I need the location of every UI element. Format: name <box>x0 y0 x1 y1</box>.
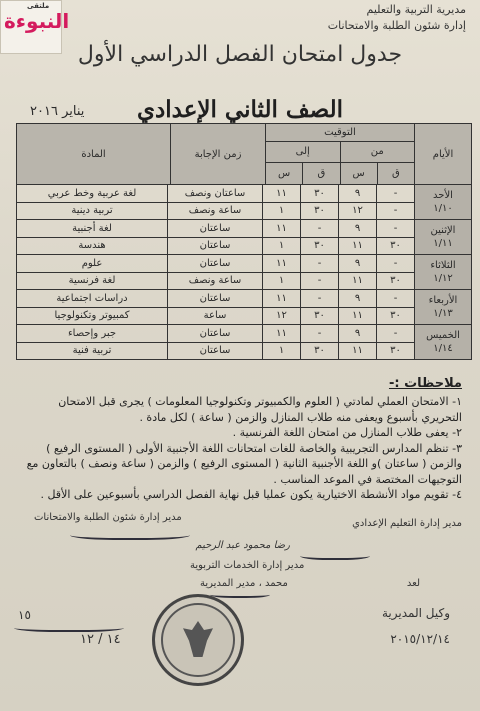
header-from: من <box>340 142 415 162</box>
signature-scribble <box>70 528 190 540</box>
sig-deputy-title: وكيل المديرية <box>382 606 450 620</box>
day-date: ١/١٣ <box>433 308 453 319</box>
day-cell <box>414 185 471 219</box>
header-duration: زمن الإجابة <box>170 124 265 184</box>
cell-subject: لغة فرنسية <box>68 275 116 287</box>
day-rows <box>17 255 414 289</box>
day-block <box>16 255 472 290</box>
cell-subject: كمبيوتر وتكنولوجيا <box>54 310 130 322</box>
table-row <box>17 237 414 255</box>
cell-from-s: ٩ <box>338 255 376 272</box>
cell-to-s: ١ <box>262 273 300 290</box>
cell-from-s: ٩ <box>338 220 376 237</box>
grade-subtitle: الصف الثاني الإعدادي <box>136 96 344 123</box>
header-to-q: ق <box>302 163 339 185</box>
cell-to-q: ٣٠ <box>300 308 338 325</box>
cell-duration: ساعتان ونصف <box>167 185 262 202</box>
table-row <box>17 185 414 202</box>
table-row <box>17 290 414 307</box>
issuer-line-2: إدارة شئون الطلبة والامتحانات <box>327 19 466 32</box>
header-from-s: س <box>340 163 377 185</box>
cell-to-s: ١ <box>262 343 300 360</box>
table-row <box>17 272 414 290</box>
sig-prep-name: رضا محمود عبد الرحيم <box>195 540 290 551</box>
sig-director: محمد ، مدير المديرية <box>200 578 288 589</box>
cell-duration: ساعتان <box>167 343 262 360</box>
cell-subject: لغة عربية وخط عربي <box>47 187 137 199</box>
cell-to-q: ٣٠ <box>300 185 338 202</box>
signatures-area <box>0 510 480 711</box>
note-item: ٢- يعفى طلاب المنازل من امتحان اللغة الفرنسية . <box>232 426 462 439</box>
issuer-line-1: مديرية التربية والتعليم <box>366 3 466 16</box>
cell-from-s: ٩ <box>338 290 376 307</box>
cell-from-s: ٩ <box>338 325 376 342</box>
sig-left-num: ١٥ <box>18 608 31 622</box>
day-cell <box>414 255 471 289</box>
logo-tag: ملتقى <box>27 2 50 10</box>
signature-scribble <box>300 550 370 560</box>
day-date: ١/١٢ <box>433 273 453 284</box>
cell-to-q: - <box>300 255 338 272</box>
day-rows <box>17 220 414 254</box>
cell-from-s: ١١ <box>338 343 376 360</box>
header-timing-label: التوقيت <box>266 124 414 142</box>
cell-to-s: ١١ <box>262 220 300 237</box>
sig-deputy-prefix: لعد <box>406 578 420 589</box>
issuer-header <box>328 2 466 34</box>
cell-duration: ساعة ونصف <box>167 203 262 220</box>
day-name: الأربعاء <box>428 295 458 306</box>
cell-subject: تربية فنية <box>72 345 112 357</box>
cell-from-q: - <box>376 290 414 307</box>
table-row <box>17 307 414 325</box>
header-to: إلى <box>295 146 310 157</box>
cell-duration: ساعتان <box>167 290 262 307</box>
table-row <box>17 342 414 360</box>
page-title: جدول امتحان الفصل الدراسي الأول <box>77 42 403 67</box>
table-row <box>17 325 414 342</box>
day-name: الإثنين <box>430 225 456 236</box>
header-days: الأيام <box>414 124 471 184</box>
logo-brand: النبوءة <box>4 9 70 33</box>
cell-from-q: ٣٠ <box>376 238 414 255</box>
cell-to-s: ١ <box>262 203 300 220</box>
cell-to-q: ٣٠ <box>300 203 338 220</box>
table-body <box>16 185 472 360</box>
signature-scribble <box>210 590 270 598</box>
table-row <box>17 220 414 237</box>
cell-to-q: ٣٠ <box>300 343 338 360</box>
cell-subject: علوم <box>81 257 103 269</box>
cell-from-s: ١١ <box>338 308 376 325</box>
cell-from-q: - <box>376 185 414 202</box>
cell-from-q: - <box>376 203 414 220</box>
cell-to-s: ١٢ <box>262 308 300 325</box>
cell-subject: جبر وإحصاء <box>67 327 117 339</box>
day-block <box>16 325 472 360</box>
cell-from-q: - <box>376 255 414 272</box>
cell-to-s: ١١ <box>262 255 300 272</box>
day-name: الثلاثاء <box>430 260 456 271</box>
cell-to-s: ١ <box>262 238 300 255</box>
exam-schedule-table <box>16 123 472 360</box>
header-units <box>266 163 414 185</box>
cell-to-s: ١١ <box>262 290 300 307</box>
cell-subject: لغة أجنبية <box>72 222 112 234</box>
header-from-q: ق <box>377 163 414 185</box>
note-item: ٣- تنظم المدارس التجريبية والخاصة للغات امتحانات اللغة الأجنبية الأولى ( المستوى الرفيع ) والزمن ( ساعتان )و اللغة الأجنبية الثانية ( المستوى الرفيع ) والزمن ( ساعة ونصف ) بالتعاون مع التوجيهات المختصة في الموعد المناسب . <box>26 441 462 486</box>
cell-subject: تربية دينية <box>71 205 113 217</box>
day-block <box>16 290 472 325</box>
cell-from-s: ٩ <box>338 185 376 202</box>
day-name: الأحد <box>433 190 453 201</box>
header-to-s: س <box>278 168 291 179</box>
cell-to-s: ١١ <box>262 325 300 342</box>
cell-subject: هندسة <box>78 240 106 252</box>
cell-to-q: - <box>300 290 338 307</box>
notes-section <box>18 376 462 503</box>
day-date: ١/١١ <box>433 238 453 249</box>
cell-from-s: ١٢ <box>338 203 376 220</box>
cell-duration: ساعتان <box>167 238 262 255</box>
cell-duration: ساعتان <box>167 255 262 272</box>
day-cell <box>414 290 471 324</box>
cell-duration: ساعتان <box>167 325 262 342</box>
header-subject: المادة <box>81 148 106 160</box>
day-name: الخميس <box>426 330 460 341</box>
cell-from-s: ١١ <box>338 273 376 290</box>
header-from-to <box>266 142 414 163</box>
note-item: ٤- تقويم مواد الأنشطة الاختيارية يكون عمليا قبل نهاية الفصل الدراسي بأسبوعين على الأقل . <box>40 488 462 501</box>
cell-to-q: - <box>300 273 338 290</box>
day-block <box>16 185 472 220</box>
cell-subject: دراسات اجتماعية <box>56 292 128 304</box>
cell-from-q: ٣٠ <box>376 273 414 290</box>
day-date: ١/١٤ <box>433 343 453 354</box>
header-timing <box>265 124 414 184</box>
schedule-date: يناير ٢٠١٦ <box>30 104 85 119</box>
cell-from-q: ٣٠ <box>376 343 414 360</box>
cell-from-s: ١١ <box>338 238 376 255</box>
table-row <box>17 202 414 220</box>
sig-prep-education: مدير إدارة التعليم الإعدادي <box>352 518 462 529</box>
sig-services: مدير إدارة الخدمات التربوية <box>190 560 305 571</box>
table-header <box>16 123 472 185</box>
sig-deputy-date: ٢٠١٥/١٢/١٤ <box>390 632 450 646</box>
cell-to-q: - <box>300 325 338 342</box>
day-block <box>16 220 472 255</box>
cell-duration: ساعة ونصف <box>167 273 262 290</box>
day-rows <box>17 290 414 324</box>
cell-from-q: - <box>376 220 414 237</box>
day-cell <box>414 325 471 359</box>
cell-from-q: ٣٠ <box>376 308 414 325</box>
day-rows <box>17 185 414 219</box>
day-rows <box>17 325 414 359</box>
sig-students-affairs: مدير إدارة شئون الطلبة والامتحانات <box>34 512 182 523</box>
cell-to-s: ١١ <box>262 185 300 202</box>
day-cell <box>414 220 471 254</box>
cell-from-q: - <box>376 325 414 342</box>
eagle-emblem-icon <box>183 621 213 657</box>
sig-left-date: ١٤ / ١٢ <box>80 632 121 647</box>
cell-to-q: ٣٠ <box>300 238 338 255</box>
day-date: ١/١٠ <box>433 203 453 214</box>
official-seal <box>152 594 244 686</box>
cell-duration: ساعة <box>167 308 262 325</box>
signature-scribble <box>14 622 124 632</box>
note-item: ١- الامتحان العملي لمادتي ( العلوم والكمبيوتر وتكنولوجيا المعلومات ) يجرى قبل الامتحان التحريري بأسبوع ويعفى منه طلاب المنازل والزمن ( ساعة ) لكل مادة . <box>58 395 462 424</box>
cell-duration: ساعتان <box>167 220 262 237</box>
table-row <box>17 255 414 272</box>
notes-title: ملاحظات :- <box>388 376 462 391</box>
cell-to-q: - <box>300 220 338 237</box>
